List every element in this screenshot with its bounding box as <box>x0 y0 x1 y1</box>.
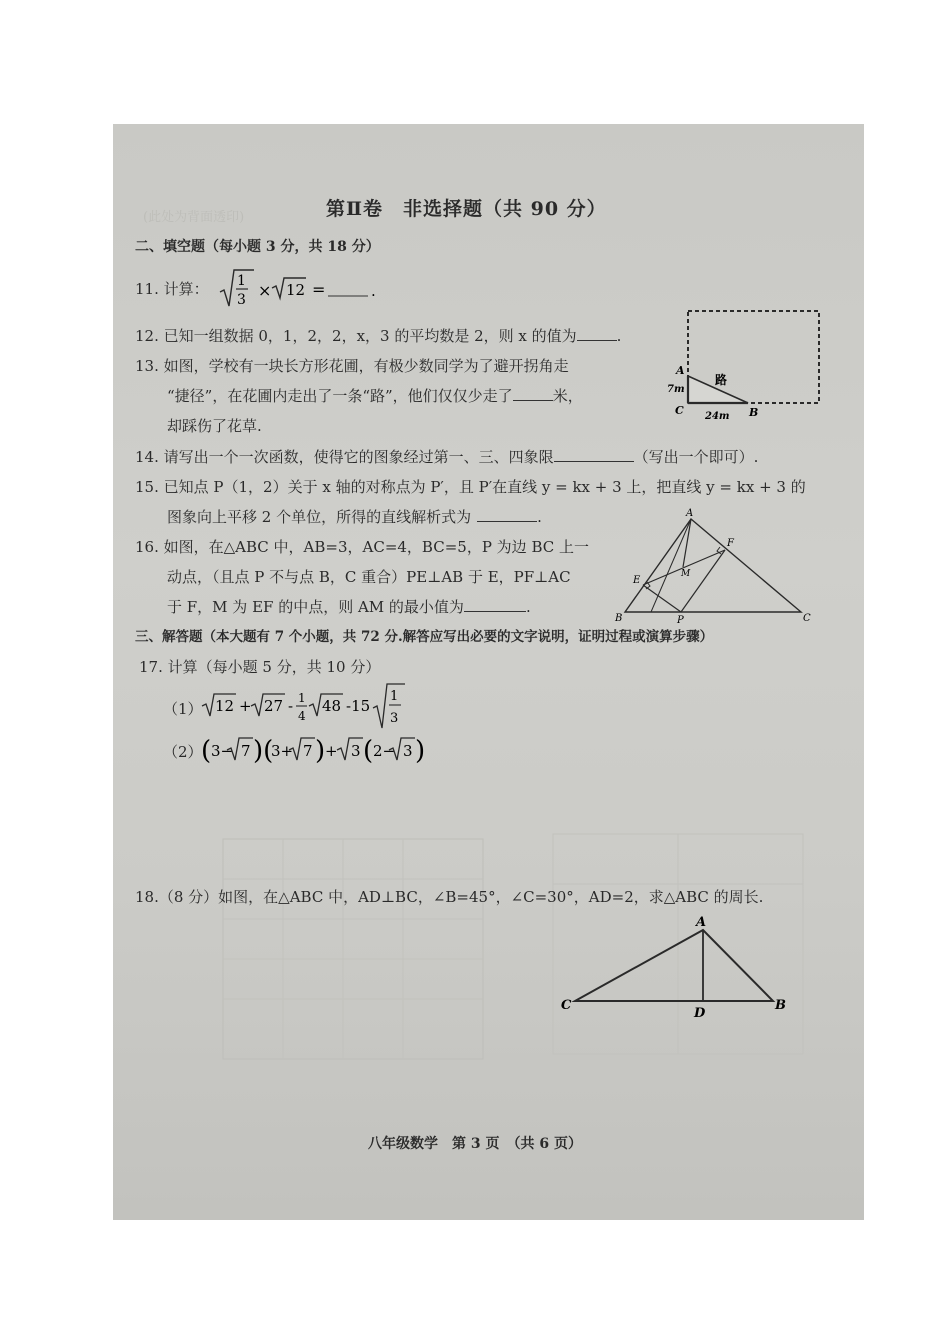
q14-answer-blank <box>554 447 634 462</box>
question-13-line2 <box>167 386 583 406</box>
q15-line2-text: 图象向上平移 2 个单位，所得的直线解析式为 <box>167 508 472 526</box>
q12-answer-blank <box>577 326 617 341</box>
svg-text:7: 7 <box>241 742 251 760</box>
q16-label-B: B <box>615 613 623 624</box>
q14-text: 14. 请写出一个一次函数，使得它的图象经过第一、三、四象限 <box>135 448 554 466</box>
q13-label-road: 路 <box>715 373 728 387</box>
q15-line2-end: . <box>537 508 542 526</box>
q15-answer-blank <box>477 507 537 522</box>
bleed-through-text: (此处为背面透印) <box>143 210 245 225</box>
svg-text:-: - <box>288 697 294 715</box>
exam-page <box>113 124 864 1220</box>
q11-formula <box>218 266 388 314</box>
q16-label-P: P <box>677 615 684 626</box>
question-16-line3 <box>167 597 531 617</box>
q16-label-A: A <box>686 508 694 519</box>
svg-text:48: 48 <box>322 697 342 715</box>
q13-label-C: C <box>675 404 684 417</box>
question-12 <box>135 326 621 346</box>
question-11 <box>135 279 209 299</box>
q14-end: （写出一个即可）. <box>633 448 759 466</box>
svg-text:+: + <box>325 742 338 760</box>
q18-figure <box>553 914 793 1024</box>
q13-line2-end: 米， <box>552 387 583 405</box>
q16-label-C: C <box>803 613 811 624</box>
question-15-line2 <box>167 507 542 527</box>
q12-text: 12. 已知一组数据 0，1，2，2，x，3 的平均数是 2，则 x 的值为 <box>135 327 577 345</box>
section-heading-fill-in: 二、填空题（每小题 3 分，共 18 分） <box>135 239 380 255</box>
q13-label-B: B <box>749 406 759 419</box>
question-17-heading: 17. 计算（每小题 5 分，共 10 分） <box>139 658 381 676</box>
svg-text:+: + <box>239 697 252 715</box>
section-heading-solve: 三、解答题（本大题有 7 个小题，共 72 分.解答应写出必要的文字说明，证明过程或演算步骤） <box>135 629 714 645</box>
q13-label-7m: 7m <box>667 384 685 395</box>
q17-part1-formula <box>201 682 461 734</box>
svg-text:): ) <box>315 736 326 766</box>
q18-label-A: A <box>696 915 707 930</box>
question-15-line1: 15. 已知点 P（1，2）关于 x 轴的对称点为 P′，且 P′在直线 y = kx + 3 上，把直线 y = kx + 3 的 <box>135 478 806 496</box>
svg-text:12: 12 <box>215 697 235 715</box>
q13-figure <box>663 304 833 424</box>
q17-part2-formula <box>201 728 461 772</box>
svg-text:.: . <box>371 282 376 300</box>
svg-text:27: 27 <box>264 697 284 715</box>
q16-answer-blank <box>464 597 526 612</box>
svg-text:4: 4 <box>298 709 306 723</box>
q13-answer-blank <box>513 386 553 401</box>
svg-text:3−: 3− <box>211 742 234 760</box>
svg-text:1: 1 <box>390 689 399 704</box>
page-footer: 八年级数学 第 3 页 （共 6 页） <box>368 1136 582 1152</box>
q16-figure <box>613 509 813 624</box>
question-13-line3: 却踩伤了花草. <box>167 417 262 435</box>
question-16-line1: 16. 如图，在△ABC 中，AB=3，AC=4，BC=5，P 为边 BC 上一 <box>135 538 589 556</box>
question-18: 18.（8 分）如图，在△ABC 中，AD⊥BC，∠B=45°，∠C=30°，AD=2，求△ABC 的周长. <box>135 888 764 906</box>
q11-equals: = <box>312 280 326 299</box>
q11-text: 计算： <box>163 280 209 298</box>
svg-text:2−: 2− <box>373 742 396 760</box>
q16-label-F: F <box>727 538 734 549</box>
q13-line2-text: “捷径”，在花圃内走出了一条“路”，他们仅仅少走了 <box>167 387 513 405</box>
q17-part1-label: （1） <box>163 700 203 718</box>
q18-label-B: B <box>775 998 786 1013</box>
page-title: 第Ⅱ卷 非选择题（共 90 分） <box>326 198 607 220</box>
svg-text:1: 1 <box>298 691 306 705</box>
svg-text:3: 3 <box>390 711 399 726</box>
svg-text:): ) <box>415 736 426 766</box>
q13-label-24m: 24m <box>705 411 730 422</box>
question-13-line1: 13. 如图，学校有一块长方形花圃，有极少数同学为了避开拐角走 <box>135 357 569 375</box>
svg-text:(: ( <box>363 736 374 766</box>
svg-text:3+: 3+ <box>271 742 294 760</box>
q16-line3-text: 于 F，M 为 EF 的中点，则 AM 的最小值为 <box>167 598 464 616</box>
bleed-through-grid <box>223 839 483 1059</box>
svg-text:3: 3 <box>403 742 413 760</box>
question-16-line2: 动点，（且点 P 不与点 B，C 重合）PE⊥AB 于 E，PF⊥AC <box>167 568 571 586</box>
q16-label-M: M <box>681 569 691 579</box>
q16-label-E: E <box>633 575 641 586</box>
question-14 <box>135 447 758 467</box>
svg-text:3: 3 <box>351 742 361 760</box>
svg-text:12: 12 <box>286 281 306 299</box>
q18-label-C: C <box>561 998 572 1013</box>
q17-part2-label: （2） <box>163 743 203 761</box>
svg-text:3: 3 <box>237 292 246 308</box>
q12-end: . <box>616 327 622 345</box>
svg-text:1: 1 <box>237 273 246 289</box>
q11-number: 11. <box>135 280 159 298</box>
q16-line3-end: . <box>525 598 531 616</box>
svg-text:-15: -15 <box>346 697 371 715</box>
q18-label-D: D <box>694 1006 706 1021</box>
svg-text:(: ( <box>201 736 212 766</box>
q13-label-A: A <box>676 364 685 377</box>
svg-text:)(: )( <box>253 736 274 766</box>
svg-text:×: × <box>258 281 272 300</box>
svg-text:7: 7 <box>303 742 313 760</box>
